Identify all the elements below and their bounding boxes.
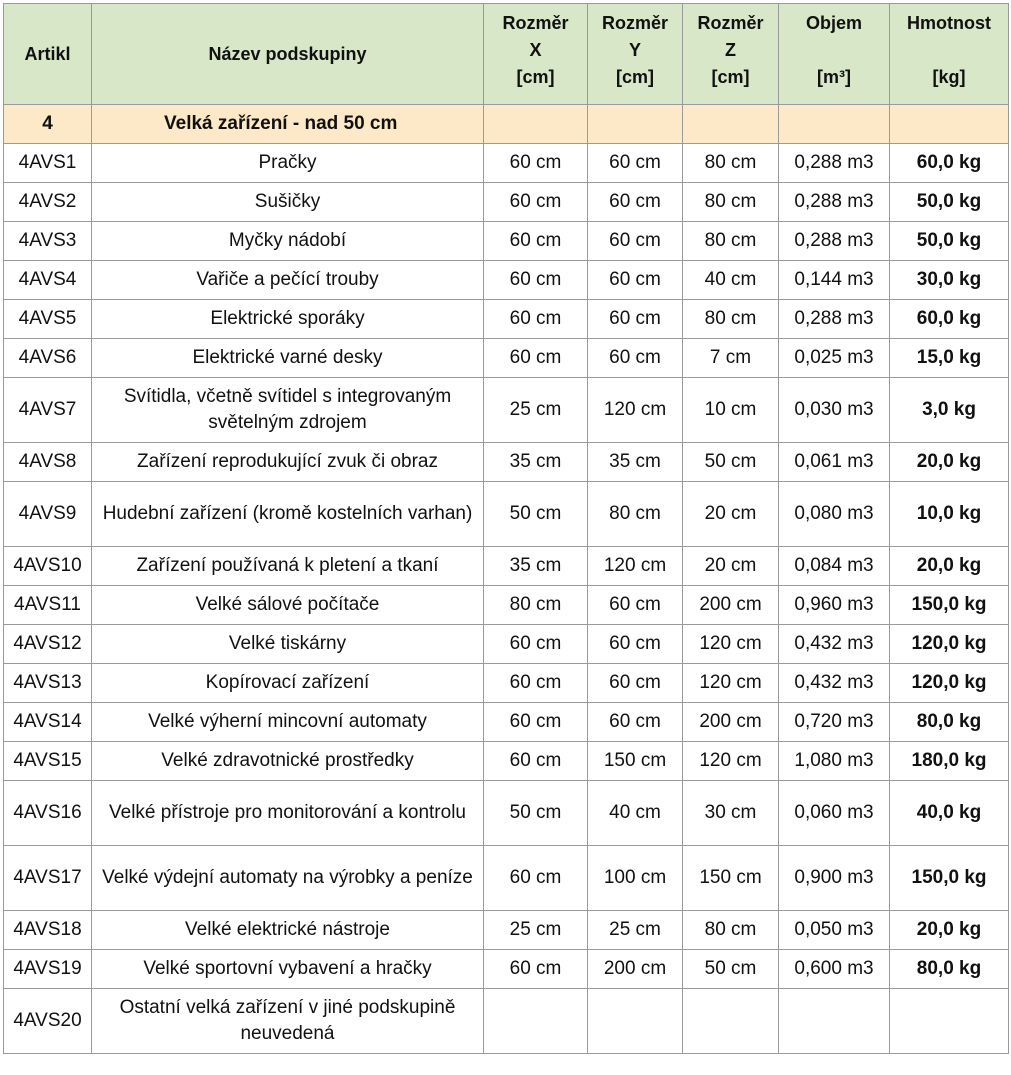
cell-artikl: 4AVS12: [4, 625, 92, 664]
cell-rozmer-y: 200 cm: [588, 950, 683, 989]
cell-rozmer-z: [683, 989, 779, 1054]
group-empty-cell: [588, 105, 683, 144]
cell-objem: 0,432 m3: [779, 664, 890, 703]
cell-rozmer-x: [484, 989, 588, 1054]
cell-nazev: Elektrické sporáky: [92, 300, 484, 339]
table-row: [4, 703, 1009, 742]
group-code: 4: [4, 105, 92, 144]
cell-artikl: 4AVS14: [4, 703, 92, 742]
cell-nazev: Velké výdejní automaty na výrobky a peníze: [92, 846, 484, 911]
cell-rozmer-y: 120 cm: [588, 547, 683, 586]
cell-hmotnost: 10,0 kg: [890, 482, 1009, 547]
table-row: [4, 339, 1009, 378]
group-empty-cell: [779, 105, 890, 144]
cell-rozmer-y: 120 cm: [588, 378, 683, 443]
cell-rozmer-y: 25 cm: [588, 911, 683, 950]
table-row: [4, 781, 1009, 846]
cell-artikl: 4AVS11: [4, 586, 92, 625]
cell-rozmer-z: 10 cm: [683, 378, 779, 443]
subgroup-table: [3, 3, 1009, 1054]
cell-artikl: 4AVS8: [4, 443, 92, 482]
cell-artikl: 4AVS5: [4, 300, 92, 339]
header-objem-line2: [m³]: [817, 67, 851, 87]
cell-objem: 0,720 m3: [779, 703, 890, 742]
cell-hmotnost: 180,0 kg: [890, 742, 1009, 781]
cell-rozmer-y: 60 cm: [588, 300, 683, 339]
cell-artikl: 4AVS2: [4, 183, 92, 222]
cell-hmotnost: 3,0 kg: [890, 378, 1009, 443]
cell-artikl: 4AVS6: [4, 339, 92, 378]
cell-objem: 0,288 m3: [779, 300, 890, 339]
cell-rozmer-x: 60 cm: [484, 339, 588, 378]
header-artikl: Artikl: [4, 4, 92, 105]
cell-nazev: Velké sportovní vybavení a hračky: [92, 950, 484, 989]
header-z-line2: Z: [725, 40, 736, 60]
cell-rozmer-y: 150 cm: [588, 742, 683, 781]
header-x-line3: [cm]: [516, 67, 555, 87]
cell-rozmer-x: 60 cm: [484, 703, 588, 742]
header-hmotnost-line2: [kg]: [932, 67, 966, 87]
cell-objem: 0,144 m3: [779, 261, 890, 300]
cell-objem: 0,080 m3: [779, 482, 890, 547]
cell-rozmer-x: 60 cm: [484, 742, 588, 781]
table-row: [4, 144, 1009, 183]
cell-hmotnost: 50,0 kg: [890, 183, 1009, 222]
cell-objem: 0,900 m3: [779, 846, 890, 911]
table-row: [4, 222, 1009, 261]
cell-hmotnost: 15,0 kg: [890, 339, 1009, 378]
cell-objem: 0,432 m3: [779, 625, 890, 664]
header-rozmer-x: [484, 4, 588, 105]
header-objem-line1: Objem: [805, 13, 862, 33]
cell-hmotnost: 40,0 kg: [890, 781, 1009, 846]
cell-artikl: 4AVS17: [4, 846, 92, 911]
cell-artikl: 4AVS16: [4, 781, 92, 846]
cell-hmotnost: 30,0 kg: [890, 261, 1009, 300]
header-rozmer-z: [683, 4, 779, 105]
cell-hmotnost: 20,0 kg: [890, 443, 1009, 482]
header-z-line3: [cm]: [711, 67, 750, 87]
cell-rozmer-z: 40 cm: [683, 261, 779, 300]
cell-rozmer-z: 7 cm: [683, 339, 779, 378]
cell-nazev: Hudební zařízení (kromě kostelních varhan): [92, 482, 484, 547]
header-hmotnost: [890, 4, 1009, 105]
cell-rozmer-x: 50 cm: [484, 482, 588, 547]
cell-rozmer-y: 100 cm: [588, 846, 683, 911]
header-objem: [779, 4, 890, 105]
cell-rozmer-x: 25 cm: [484, 378, 588, 443]
cell-rozmer-x: 60 cm: [484, 300, 588, 339]
cell-rozmer-x: 60 cm: [484, 144, 588, 183]
cell-rozmer-z: 20 cm: [683, 482, 779, 547]
cell-objem: 0,288 m3: [779, 222, 890, 261]
table-row: [4, 846, 1009, 911]
cell-rozmer-z: 80 cm: [683, 911, 779, 950]
cell-rozmer-x: 60 cm: [484, 846, 588, 911]
table-row: [4, 911, 1009, 950]
table-row: [4, 482, 1009, 547]
table-row: [4, 183, 1009, 222]
cell-rozmer-x: 50 cm: [484, 781, 588, 846]
cell-rozmer-x: 80 cm: [484, 586, 588, 625]
cell-nazev: Pračky: [92, 144, 484, 183]
table-row: [4, 261, 1009, 300]
header-x-line2: X: [529, 40, 542, 60]
cell-nazev: Zařízení používaná k pletení a tkaní: [92, 547, 484, 586]
cell-rozmer-y: 60 cm: [588, 339, 683, 378]
header-y-line2: Y: [628, 40, 641, 60]
cell-artikl: 4AVS18: [4, 911, 92, 950]
table-row: [4, 443, 1009, 482]
cell-rozmer-z: 200 cm: [683, 703, 779, 742]
cell-artikl: 4AVS9: [4, 482, 92, 547]
cell-rozmer-y: 80 cm: [588, 482, 683, 547]
header-rozmer-y: [588, 4, 683, 105]
cell-artikl: 4AVS1: [4, 144, 92, 183]
table-row: [4, 625, 1009, 664]
cell-hmotnost: 60,0 kg: [890, 144, 1009, 183]
cell-objem: 0,600 m3: [779, 950, 890, 989]
cell-hmotnost: 120,0 kg: [890, 625, 1009, 664]
cell-rozmer-y: 60 cm: [588, 664, 683, 703]
cell-artikl: 4AVS7: [4, 378, 92, 443]
cell-objem: 0,288 m3: [779, 144, 890, 183]
cell-hmotnost: [890, 989, 1009, 1054]
table-row: [4, 378, 1009, 443]
cell-nazev: Velké výherní mincovní automaty: [92, 703, 484, 742]
cell-hmotnost: 80,0 kg: [890, 950, 1009, 989]
cell-nazev: Velké přístroje pro monitorování a kontrolu: [92, 781, 484, 846]
cell-hmotnost: 80,0 kg: [890, 703, 1009, 742]
group-name: Velká zařízení - nad 50 cm: [92, 105, 484, 144]
header-row: [4, 4, 1009, 105]
cell-rozmer-x: 35 cm: [484, 443, 588, 482]
cell-nazev: Vařiče a pečící trouby: [92, 261, 484, 300]
cell-nazev: Velké tiskárny: [92, 625, 484, 664]
cell-rozmer-x: 60 cm: [484, 261, 588, 300]
cell-nazev: Kopírovací zařízení: [92, 664, 484, 703]
cell-rozmer-z: 80 cm: [683, 222, 779, 261]
cell-nazev: Velké elektrické nástroje: [92, 911, 484, 950]
cell-objem: 0,061 m3: [779, 443, 890, 482]
group-row: [4, 105, 1009, 144]
cell-objem: 0,084 m3: [779, 547, 890, 586]
cell-rozmer-y: 40 cm: [588, 781, 683, 846]
cell-nazev: Zařízení reprodukující zvuk či obraz: [92, 443, 484, 482]
cell-hmotnost: 20,0 kg: [890, 547, 1009, 586]
cell-hmotnost: 150,0 kg: [890, 586, 1009, 625]
table-row: [4, 300, 1009, 339]
cell-rozmer-y: 60 cm: [588, 144, 683, 183]
cell-rozmer-y: 60 cm: [588, 261, 683, 300]
cell-rozmer-x: 60 cm: [484, 222, 588, 261]
header-nazev: Název podskupiny: [92, 4, 484, 105]
cell-rozmer-y: 60 cm: [588, 222, 683, 261]
header-y-line1: Rozměr: [601, 13, 668, 33]
cell-rozmer-y: 60 cm: [588, 625, 683, 664]
cell-rozmer-x: 60 cm: [484, 950, 588, 989]
table-row: [4, 586, 1009, 625]
header-x-line1: Rozměr: [502, 13, 569, 33]
cell-objem: 0,288 m3: [779, 183, 890, 222]
cell-objem: 0,960 m3: [779, 586, 890, 625]
cell-objem: [779, 989, 890, 1054]
cell-hmotnost: 20,0 kg: [890, 911, 1009, 950]
cell-artikl: 4AVS13: [4, 664, 92, 703]
cell-hmotnost: 120,0 kg: [890, 664, 1009, 703]
cell-rozmer-z: 120 cm: [683, 664, 779, 703]
cell-artikl: 4AVS10: [4, 547, 92, 586]
cell-artikl: 4AVS4: [4, 261, 92, 300]
table-row: [4, 742, 1009, 781]
table-row: [4, 950, 1009, 989]
table-row: [4, 664, 1009, 703]
cell-rozmer-z: 20 cm: [683, 547, 779, 586]
cell-objem: 1,080 m3: [779, 742, 890, 781]
header-z-line1: Rozměr: [697, 13, 764, 33]
group-empty-cell: [890, 105, 1009, 144]
cell-rozmer-x: 35 cm: [484, 547, 588, 586]
cell-objem: 0,025 m3: [779, 339, 890, 378]
cell-rozmer-z: 80 cm: [683, 300, 779, 339]
cell-rozmer-z: 120 cm: [683, 625, 779, 664]
cell-nazev: Myčky nádobí: [92, 222, 484, 261]
table-row: [4, 547, 1009, 586]
cell-rozmer-y: 60 cm: [588, 183, 683, 222]
cell-rozmer-y: 60 cm: [588, 703, 683, 742]
cell-objem: 0,050 m3: [779, 911, 890, 950]
cell-rozmer-y: 35 cm: [588, 443, 683, 482]
cell-rozmer-z: 50 cm: [683, 950, 779, 989]
cell-rozmer-y: [588, 989, 683, 1054]
cell-rozmer-z: 50 cm: [683, 443, 779, 482]
table-row: [4, 989, 1009, 1054]
cell-nazev: Elektrické varné desky: [92, 339, 484, 378]
cell-hmotnost: 60,0 kg: [890, 300, 1009, 339]
group-empty-cell: [683, 105, 779, 144]
cell-rozmer-z: 200 cm: [683, 586, 779, 625]
cell-nazev: Velké sálové počítače: [92, 586, 484, 625]
cell-nazev: Sušičky: [92, 183, 484, 222]
cell-nazev: Velké zdravotnické prostředky: [92, 742, 484, 781]
cell-rozmer-x: 60 cm: [484, 664, 588, 703]
cell-rozmer-x: 60 cm: [484, 183, 588, 222]
group-empty-cell: [484, 105, 588, 144]
cell-rozmer-z: 150 cm: [683, 846, 779, 911]
cell-nazev: Svítidla, včetně svítidel s integrovaným světelným zdrojem: [92, 378, 484, 443]
cell-hmotnost: 50,0 kg: [890, 222, 1009, 261]
cell-artikl: 4AVS20: [4, 989, 92, 1054]
cell-artikl: 4AVS19: [4, 950, 92, 989]
cell-rozmer-x: 25 cm: [484, 911, 588, 950]
cell-rozmer-z: 80 cm: [683, 144, 779, 183]
cell-artikl: 4AVS3: [4, 222, 92, 261]
cell-objem: 0,030 m3: [779, 378, 890, 443]
cell-rozmer-z: 80 cm: [683, 183, 779, 222]
cell-rozmer-z: 30 cm: [683, 781, 779, 846]
header-y-line3: [cm]: [615, 67, 654, 87]
cell-rozmer-y: 60 cm: [588, 586, 683, 625]
cell-hmotnost: 150,0 kg: [890, 846, 1009, 911]
cell-nazev: Ostatní velká zařízení v jiné podskupině neuvedená: [92, 989, 484, 1054]
cell-artikl: 4AVS15: [4, 742, 92, 781]
header-hmotnost-line1: Hmotnost: [907, 13, 991, 33]
cell-rozmer-z: 120 cm: [683, 742, 779, 781]
cell-objem: 0,060 m3: [779, 781, 890, 846]
cell-rozmer-x: 60 cm: [484, 625, 588, 664]
